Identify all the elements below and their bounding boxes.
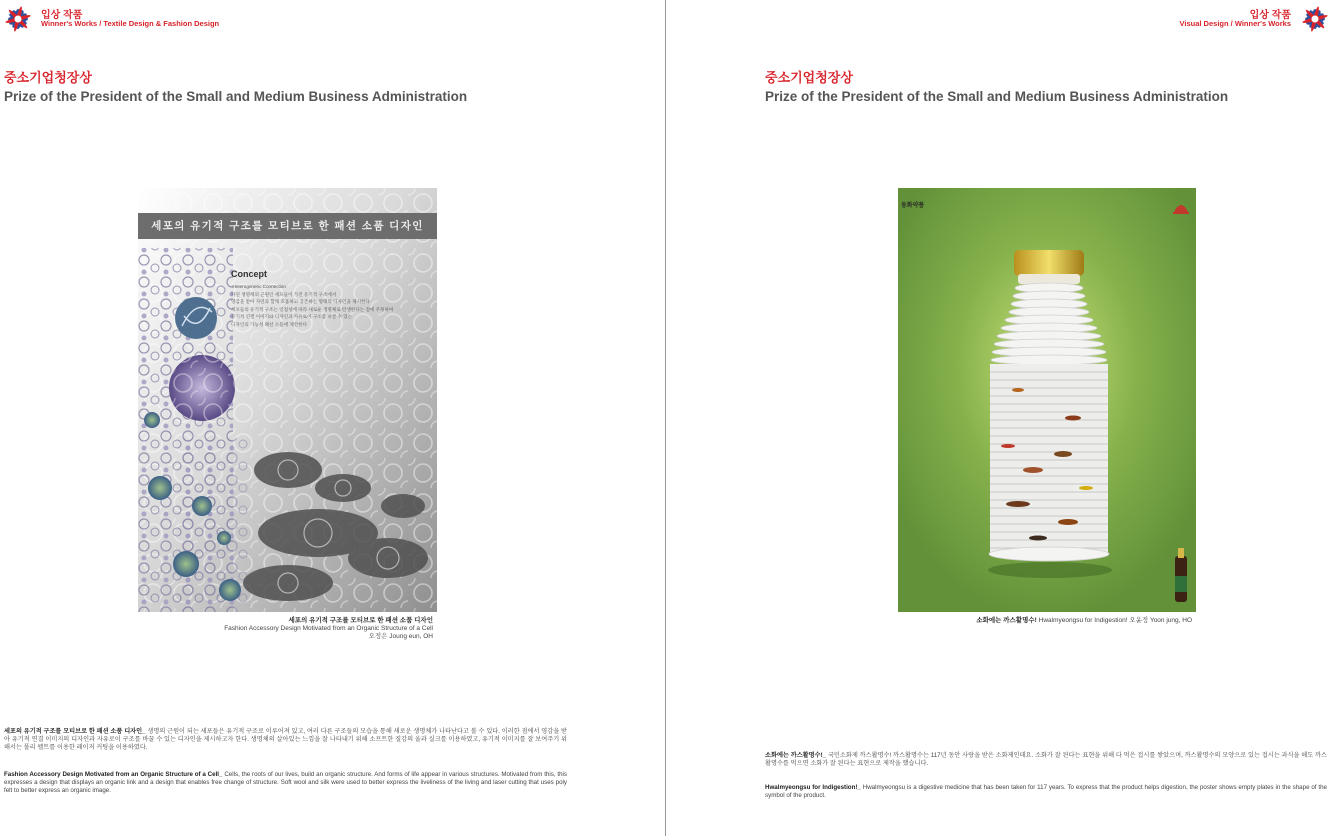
poster-artwork — [898, 188, 1196, 612]
caption-author: 오정은 Joung eun, OH — [368, 633, 433, 640]
body-paragraph-kr: 생명의 근원이 되는 세포들은 유기적 구조로 이루어져 있고, 여러 다른 구조들의 모습을 통해 새로운 생명체가 나타난다고 볼 수 있다. 이러한 점에서 영감을 받아 유기적 연결 이미지의 디자인과 자유로이 구조를 바꿀 수 있는 디자인을 제시하고자 한다. 생명체의 살아있는 느낌을 잘 나타내기 위해 소프트한 질감의 울과 실크를 이용하였고, 유기적 이미지를 잘 보여주기 위해서는 폴리 펠트를 이용한 레이저 커팅을 이용하였다. — [4, 728, 567, 752]
body-title-kr-right: 소화에는 까스활명수!_ — [765, 752, 827, 759]
body-title-en-right: Hwalmyeongsu for Indigestion!_ — [765, 784, 861, 791]
header-en-right: Visual Design / Winner's Works — [1179, 19, 1291, 28]
concept-line: 세포들의 유기적 구조는 인접성에 따라 새로운 생명체로 탄생한다는 점에 주목하여 — [231, 306, 394, 312]
concept-line: -Heterogeneric Connection — [231, 284, 286, 289]
concept-line: 디자인의 가능성 패션 소품에 제안한다 — [231, 321, 308, 327]
concept-body — [231, 283, 431, 328]
poster-brand: 동화약품 — [901, 203, 925, 209]
body-title-en: Fashion Accessory Design Motivated from an Organic Structure of a Cell_ — [4, 771, 223, 778]
body-paragraph-kr-right: 국민소화제 까스활명수! 까스활명수는 117년 동안 사랑을 받은 소화제인데요. 소화가 잘 된다는 표현을 위해 다 먹은 접시를 쌓았으며, 까스활명수의 모양으로 있는 접시는 과식을 해도 까스활명수를 먹으면 소화가 잘 된다는 표현으로 제작을 했습니다. — [765, 752, 1327, 768]
prize-title-kr: 중소기업청장상 — [4, 70, 92, 85]
prize-title-en: Prize of the President of the Small and Medium Business Administration — [4, 89, 468, 104]
artwork-texture — [138, 188, 437, 612]
artwork-banner: 세포의 유기적 구조를 모티브로 한 패션 소품 디자인 — [138, 213, 437, 239]
caption-title-kr-right: 소화에는 까스활명수! — [976, 617, 1037, 624]
header-kr-right: 입상 작품 — [1249, 10, 1291, 21]
concept-line: 영감을 받아 자연과 함께 호흡하고 공존하는 형태의 디자인을 제시한다 — [231, 299, 370, 304]
left-body-kr — [4, 728, 567, 753]
right-caption — [898, 617, 1192, 625]
body-paragraph-en: Cells, the roots of our lives, build an organic structure. And forms of life appear in various structures. Motivated from this, this expresses a design that displays an organic link and a design that enables free change of structure. Soft wool and silk were used to better express the liveliness of the living and laser cutting that uses poly felt to better express an organic image. — [4, 771, 567, 795]
textile-artwork — [138, 188, 437, 612]
caption-title-en-right: Hwalmyeongsu for Indigestion! 오윤정 Yoon jung, HO — [1038, 617, 1192, 624]
concept-title: Concept — [231, 269, 267, 279]
left-caption — [138, 617, 433, 641]
right-body-kr — [765, 752, 1327, 768]
caption-title-kr: 세포의 유기적 구조를 모티브로 한 패션 소품 디자인 — [288, 617, 433, 624]
body-title-kr: 세포의 유기적 구조를 모티브로 한 패션 소품 디자인_ — [4, 728, 146, 735]
header-en: Winner's Works / Textile Design & Fashion Design — [41, 19, 220, 28]
prize-title-kr-right: 중소기업청장상 — [765, 70, 853, 85]
body-paragraph-en-right: Hwalmyeongsu is a digestive medicine that has been taken for 117 years. To express that the product helps digestion, the poster shows empty plates in the shape of the symbol of the product. — [765, 784, 1327, 800]
right-body-en — [765, 784, 1327, 800]
header-kr: 입상 작품 — [41, 10, 83, 21]
caption-title-en: Fashion Accessory Design Motivated from an Organic Structure of a Cell — [224, 625, 433, 632]
left-body-en — [4, 771, 567, 796]
concept-line: 자연 생명체의 근원인 세포들이 가진 유기적 구조에서 — [231, 291, 337, 297]
flower-logo-icon — [4, 5, 32, 33]
prize-title-en-right: Prize of the President of the Small and Medium Business Administration — [765, 89, 1229, 104]
flower-logo-icon — [1301, 5, 1329, 33]
poster-image — [898, 188, 1196, 612]
concept-line: 유기적 연결 이미지와 디자인과 자유로이 구조를 바꿀 수 있는 — [231, 314, 353, 319]
